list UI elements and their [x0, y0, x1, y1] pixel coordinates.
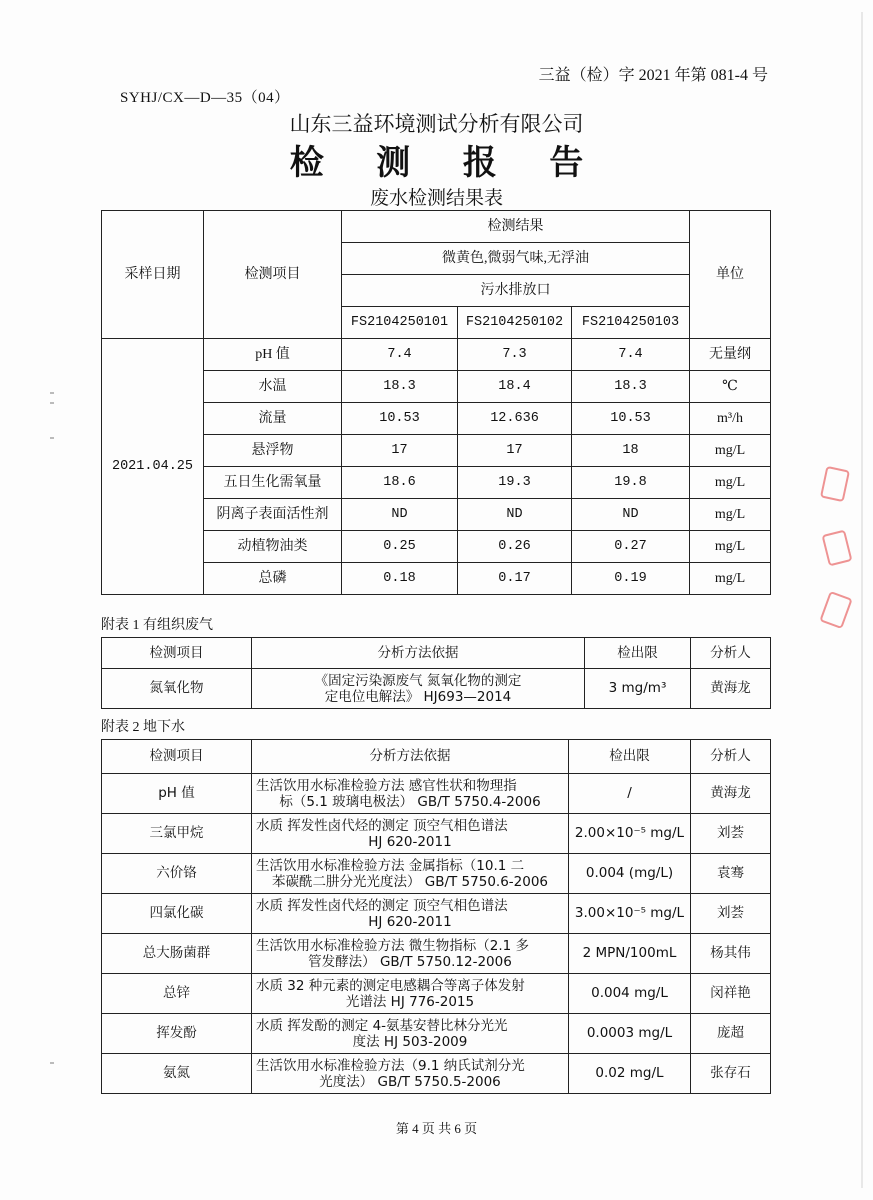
- row-limit: 0.004 (mg/L): [569, 854, 691, 894]
- row-item: 五日生化需氧量: [204, 467, 342, 499]
- sampling-date: 2021.04.25: [102, 339, 204, 595]
- row-method: [252, 1054, 569, 1094]
- row-unit: m³/h: [690, 403, 771, 435]
- method-line: 定电位电解法》 HJ693—2014: [324, 688, 512, 705]
- row-item: pH 值: [102, 774, 252, 814]
- row-item: 总大肠菌群: [102, 934, 252, 974]
- row-analyst: 刘荟: [691, 814, 771, 854]
- report-subtitle: 废水检测结果表: [369, 188, 503, 209]
- row-value: 0.17: [458, 563, 572, 595]
- row-unit: mg/L: [690, 435, 771, 467]
- row-value: 7.3: [458, 339, 572, 371]
- row-item: 总磷: [204, 563, 342, 595]
- row-value: 19.8: [572, 467, 690, 499]
- header-cell: 分析方法依据: [252, 638, 585, 669]
- col-sampling-date: 采样日期: [102, 211, 204, 339]
- sample-description: 微黄色,微弱气味,无浮油: [342, 243, 690, 275]
- row-value: 0.26: [458, 531, 572, 563]
- header-cell: 检出限: [585, 638, 691, 669]
- sample-location: 污水排放口: [342, 275, 690, 307]
- row-method: [252, 854, 569, 894]
- row-item: 氮氧化物: [102, 669, 252, 709]
- method-line: 生活饮用水标准检验方法（9.1 纳氏试剂分光: [256, 1057, 525, 1074]
- row-value: 18.6: [342, 467, 458, 499]
- col-unit: 单位: [690, 211, 771, 339]
- row-method: [252, 974, 569, 1014]
- method-line: 标（5.1 玻璃电极法） GB/T 5750.4-2006: [279, 793, 541, 810]
- table-row: [102, 339, 771, 371]
- method-line: 《固定污染源废气 氮氧化物的测定: [314, 672, 522, 689]
- row-analyst: 黄海龙: [691, 774, 771, 814]
- row-item: 动植物油类: [204, 531, 342, 563]
- method-line: HJ 620-2011: [368, 913, 452, 930]
- col-result: 检测结果: [342, 211, 690, 243]
- row-value: 17: [458, 435, 572, 467]
- row-method: [252, 934, 569, 974]
- row-method: [252, 774, 569, 814]
- method-line: 生活饮用水标准检验方法 微生物指标（2.1 多: [256, 937, 530, 954]
- method-line: 水质 挥发性卤代烃的测定 顶空气相色谱法: [256, 817, 508, 834]
- header-cell: 分析人: [691, 638, 771, 669]
- row-item: 流量: [204, 403, 342, 435]
- method-line: 水质 挥发性卤代烃的测定 顶空气相色谱法: [256, 897, 508, 914]
- header-cell: 分析人: [691, 740, 771, 774]
- table-row: [102, 974, 771, 1014]
- row-method: [252, 669, 585, 709]
- row-unit: ℃: [690, 371, 771, 403]
- appendix1-caption: 附表 1 有组织废气: [101, 618, 213, 633]
- row-value: 18.3: [342, 371, 458, 403]
- row-method: [252, 814, 569, 854]
- row-value: 18.3: [572, 371, 690, 403]
- row-method: [252, 1014, 569, 1054]
- row-analyst: 庞超: [691, 1014, 771, 1054]
- row-value: 12.636: [458, 403, 572, 435]
- method-line: HJ 620-2011: [368, 833, 452, 850]
- row-value: 10.53: [342, 403, 458, 435]
- margin-mark: [50, 437, 54, 439]
- row-value: 7.4: [342, 339, 458, 371]
- row-value: 0.27: [572, 531, 690, 563]
- page-footer: 第 4 页 共 6 页: [395, 1121, 478, 1136]
- row-unit: mg/L: [690, 563, 771, 595]
- row-value: ND: [342, 499, 458, 531]
- row-value: 0.19: [572, 563, 690, 595]
- header-cell: 检出限: [569, 740, 691, 774]
- row-value: 17: [342, 435, 458, 467]
- margin-mark: [50, 402, 54, 404]
- row-unit: mg/L: [690, 531, 771, 563]
- form-code: SYHJ/CX—D—35（04）: [120, 90, 290, 106]
- row-limit: 0.0003 mg/L: [569, 1014, 691, 1054]
- margin-mark: [50, 392, 54, 394]
- row-item: 六价铬: [102, 854, 252, 894]
- row-unit: mg/L: [690, 467, 771, 499]
- row-unit: 无量纲: [690, 339, 771, 371]
- row-value: ND: [458, 499, 572, 531]
- row-value: 0.25: [342, 531, 458, 563]
- row-item: 总锌: [102, 974, 252, 1014]
- method-line: 水质 32 种元素的测定电感耦合等离子体发射: [256, 977, 525, 994]
- row-analyst: 杨其伟: [691, 934, 771, 974]
- table-row: [102, 894, 771, 934]
- row-value: 18: [572, 435, 690, 467]
- row-value: ND: [572, 499, 690, 531]
- header-cell: 检测项目: [102, 740, 252, 774]
- row-analyst: 闵祥艳: [691, 974, 771, 1014]
- table-row: [102, 774, 771, 814]
- wastewater-results-table: [101, 210, 771, 595]
- table-row: [102, 669, 771, 709]
- report-title: 检 测 报 告: [289, 145, 606, 182]
- sample-id: FS2104250103: [572, 307, 690, 339]
- row-limit: /: [569, 774, 691, 814]
- row-method: [252, 894, 569, 934]
- seal-stamp-icon: [815, 462, 851, 642]
- row-item: pH 值: [204, 339, 342, 371]
- row-limit: 0.02 mg/L: [569, 1054, 691, 1094]
- row-limit: 0.004 mg/L: [569, 974, 691, 1014]
- row-limit: 2.00×10⁻⁵ mg/L: [569, 814, 691, 854]
- row-limit: 3 mg/m³: [585, 669, 691, 709]
- method-line: 光度法） GB/T 5750.5-2006: [319, 1073, 501, 1090]
- row-value: 10.53: [572, 403, 690, 435]
- row-item: 三氯甲烷: [102, 814, 252, 854]
- appendix2-caption: 附表 2 地下水: [101, 720, 185, 735]
- sample-id: FS2104250102: [458, 307, 572, 339]
- row-value: 18.4: [458, 371, 572, 403]
- method-line: 度法 HJ 503-2009: [352, 1033, 468, 1050]
- sample-id: FS2104250101: [342, 307, 458, 339]
- row-value: 19.3: [458, 467, 572, 499]
- margin-mark: [50, 1062, 54, 1064]
- table-row: [102, 854, 771, 894]
- row-unit: mg/L: [690, 499, 771, 531]
- appendix2-table: [101, 739, 771, 1094]
- row-analyst: 袁骞: [691, 854, 771, 894]
- table-row: [102, 1014, 771, 1054]
- method-line: 生活饮用水标准检验方法 金属指标（10.1 二: [256, 857, 525, 874]
- row-analyst: 张存石: [691, 1054, 771, 1094]
- row-value: 0.18: [342, 563, 458, 595]
- row-limit: 2 MPN/100mL: [569, 934, 691, 974]
- table-row: [102, 934, 771, 974]
- method-line: 生活饮用水标准检验方法 感官性状和物理指: [256, 777, 517, 794]
- appendix1-table: [101, 637, 771, 709]
- table-row: [102, 814, 771, 854]
- row-item: 悬浮物: [204, 435, 342, 467]
- row-item: 水温: [204, 371, 342, 403]
- row-value: 7.4: [572, 339, 690, 371]
- table-row: [102, 1054, 771, 1094]
- method-line: 光谱法 HJ 776-2015: [345, 993, 475, 1010]
- row-item: 氨氮: [102, 1054, 252, 1094]
- header-cell: 分析方法依据: [252, 740, 569, 774]
- row-analyst: 刘荟: [691, 894, 771, 934]
- row-item: 挥发酚: [102, 1014, 252, 1054]
- col-item: 检测项目: [204, 211, 342, 339]
- method-line: 管发酵法） GB/T 5750.12-2006: [308, 953, 512, 970]
- row-item: 四氯化碳: [102, 894, 252, 934]
- company-name: 山东三益环境测试分析有限公司: [289, 112, 584, 136]
- row-limit: 3.00×10⁻⁵ mg/L: [569, 894, 691, 934]
- report-number: 三益（检）字 2021 年第 081-4 号: [538, 67, 768, 84]
- method-line: 苯碳酰二肼分光光度法） GB/T 5750.6-2006: [271, 873, 549, 890]
- method-line: 水质 挥发酚的测定 4-氨基安替比林分光光: [256, 1017, 508, 1034]
- header-cell: 检测项目: [102, 638, 252, 669]
- row-analyst: 黄海龙: [691, 669, 771, 709]
- row-item: 阴离子表面活性剂: [204, 499, 342, 531]
